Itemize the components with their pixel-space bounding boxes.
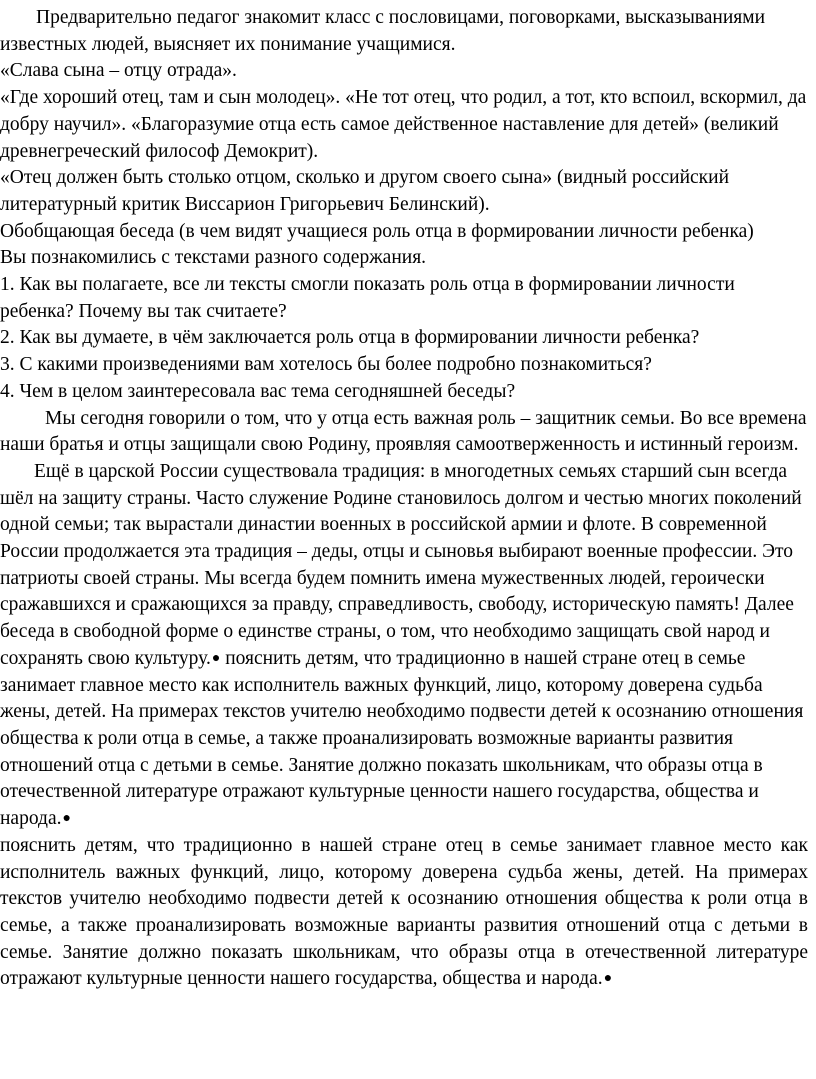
discussion-title: Обобщающая беседа (в чем видят учащиеся роль отца в формировании личности ребенка): [0, 220, 754, 242]
question-item: 1. Как вы полагаете, все ли тексты смогли показать роль отца в формировании личности ребенка? Почему вы так считаете?: [0, 274, 735, 322]
belinsky-quote: «Отец должен быть столько отцом, сколько и другом своего сына» (видный российский литературный критик Виссарион Григорьевич Белинский).: [0, 167, 730, 215]
question-item: 2. Как вы думаете, в чём заключается роль отца в формировании личности ребенка?: [0, 327, 700, 349]
bullet-icon: ●: [603, 971, 613, 987]
tradition-text: Ещё в царской России существовала традиция: в многодетных семьях старший сын всегда шёл на защиту страны. Часто служение Родине становилось долгом и честью многих поколений одной семьи; так вырастали династии военных в российской армии и флоте. В современной России продолжается эта традиция – деды, отцы и сыновья выбирают военные профессии. Это патриоты своей страны. Мы всегда будем помнить имена мужественных людей, героически сражавшихся и сражающихся за правду, справедливость, свободу, историческую память! Далее беседа в свободной форме о единстве страны, о том, что необходимо защищать свой народ и сохранять свою культуру.: [0, 460, 802, 669]
bullet-icon: ●: [211, 650, 221, 666]
tradition-paragraph: [0, 459, 808, 833]
question-item: 4. Чем в целом заинтересовала вас тема сегодняшней беседы?: [0, 380, 516, 402]
goal-paragraph: [0, 833, 808, 993]
proverb-quote-1: «Слава сына – отцу отрада».: [0, 60, 237, 82]
goal-text: пояснить детям, что традиционно в нашей стране отец в семье занимает главное место как исполнитель важных функций, лицо, которому доверена судьба жены, детей. На примерах текстов учителю необходимо подвести детей к осознанию отношения общества к роли отца в семье, а также проанализировать возможные варианты развития отношений отца с детьми в семье. Занятие должно показать школьникам, что образы отца в отечественной литературе отражают культурные ценности нашего государства, общества и народа.: [0, 647, 804, 830]
proverb-quote-2: «Где хороший отец, там и сын молодец». «Не тот отец, что родил, а тот, кто вспоил, вскормил, да добру научил». «Благоразумие отца есть самое действенное наставление для детей» (великий древнегреческий философ Демокрит).: [0, 87, 807, 162]
defender-paragraph: Мы сегодня говорили о том, что у отца есть важная роль – защитник семьи. Во все времена наши братья и отцы защищали свою Родину, проявляя самоотверженность и истинный героизм.: [0, 407, 807, 456]
goal-text-repeat: пояснить детям, что традиционно в нашей стране отец в семье занимает главное место как исполнитель важных функций, лицо, которому доверена судьба жены, детей. На примерах текстов учителю необходимо подвести детей к осознанию отношения общества к роли отца в семье, а также проанализировать возможные варианты развития отношений отца с детьми в семье. Занятие должно показать школьникам, что образы отца в отечественной литературе отражают культурные ценности нашего государства, общества и народа.: [0, 834, 808, 990]
bullet-icon: ●: [62, 811, 71, 827]
discussion-intro: Вы познакомились с текстами разного содержания.: [0, 247, 427, 269]
intro-paragraph: Предварительно педагог знакомит класс с пословицами, поговорками, высказываниями известных людей, выясняет их понимание учащимися.: [0, 7, 766, 55]
question-item: 3. С какими произведениями вам хотелось бы более подробно познакомиться?: [0, 354, 652, 376]
